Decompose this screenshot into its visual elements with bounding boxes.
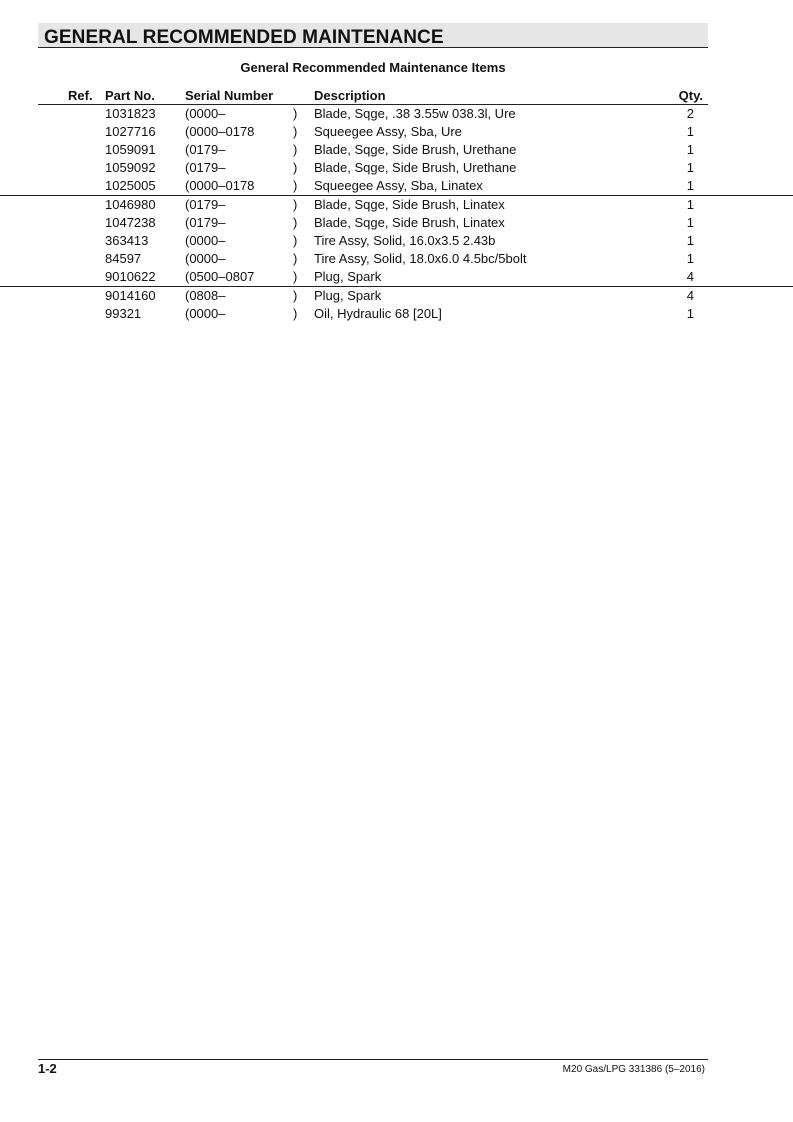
serial-range-close: ) xyxy=(293,251,298,266)
table-title: General Recommended Maintenance Items xyxy=(240,60,506,75)
column-header-part-no: Part No. xyxy=(105,88,155,103)
description: Plug, Spark xyxy=(314,288,382,303)
part-number: 84597 xyxy=(105,251,142,266)
quantity: 1 xyxy=(686,160,694,175)
column-header-qty: Qty. xyxy=(678,88,703,103)
part-number: 1031823 xyxy=(105,106,156,121)
serial-range-close: ) xyxy=(293,124,298,139)
serial-range-close: ) xyxy=(293,142,298,157)
table-row xyxy=(0,232,793,250)
part-number: 99321 xyxy=(105,306,142,321)
serial-range: (0808– xyxy=(185,288,226,303)
part-number: 9014160 xyxy=(105,288,156,303)
part-number: 1046980 xyxy=(105,197,156,212)
serial-range: (0000– xyxy=(185,106,226,121)
serial-range-close: ) xyxy=(293,288,298,303)
parts-table-body xyxy=(0,105,793,323)
quantity: 1 xyxy=(686,178,694,193)
description: Squeegee Assy, Sba, Linatex xyxy=(314,178,483,193)
serial-range-close: ) xyxy=(293,106,298,121)
serial-range: (0000–0178 xyxy=(185,178,255,193)
table-row xyxy=(0,250,793,268)
table-row xyxy=(0,177,793,195)
quantity: 1 xyxy=(686,124,694,139)
quantity: 4 xyxy=(686,288,694,303)
description: Tire Assy, Solid, 18.0x6.0 4.5bc/5bolt xyxy=(314,251,527,266)
column-header-serial-number: Serial Number xyxy=(185,88,274,103)
serial-range-close: ) xyxy=(293,215,298,230)
quantity: 4 xyxy=(686,269,694,284)
page-number: 1-2 xyxy=(38,1061,57,1076)
table-row xyxy=(0,286,793,305)
description: Plug, Spark xyxy=(314,269,382,284)
serial-range-close: ) xyxy=(293,160,298,175)
table-row xyxy=(0,214,793,232)
table-row xyxy=(0,195,793,214)
part-number: 1027716 xyxy=(105,124,156,139)
quantity: 1 xyxy=(686,306,694,321)
description: Blade, Sqge, Side Brush, Linatex xyxy=(314,215,505,230)
table-row xyxy=(0,159,793,177)
quantity: 1 xyxy=(686,215,694,230)
column-header-description: Description xyxy=(314,88,386,103)
description: Blade, Sqge, Side Brush, Urethane xyxy=(314,142,517,157)
serial-range-close: ) xyxy=(293,197,298,212)
description: Oil, Hydraulic 68 [20L] xyxy=(314,306,442,321)
quantity: 1 xyxy=(686,233,694,248)
column-header-ref: Ref. xyxy=(68,88,93,103)
part-number: 9010622 xyxy=(105,269,156,284)
serial-range: (0179– xyxy=(185,215,226,230)
quantity: 2 xyxy=(686,106,694,121)
quantity: 1 xyxy=(686,142,694,157)
section-title: GENERAL RECOMMENDED MAINTENANCE xyxy=(44,27,444,48)
serial-range-close: ) xyxy=(293,233,298,248)
serial-range: (0000– xyxy=(185,233,226,248)
table-row xyxy=(0,105,793,123)
serial-range: (0000– xyxy=(185,306,226,321)
part-number: 1059092 xyxy=(105,160,156,175)
description: Tire Assy, Solid, 16.0x3.5 2.43b xyxy=(314,233,496,248)
table-row xyxy=(0,141,793,159)
part-number: 1059091 xyxy=(105,142,156,157)
serial-range: (0000– xyxy=(185,251,226,266)
description: Blade, Sqge, Side Brush, Linatex xyxy=(314,197,505,212)
serial-range: (0179– xyxy=(185,197,226,212)
document-id: M20 Gas/LPG 331386 (5–2016) xyxy=(562,1064,705,1075)
table-row xyxy=(0,305,793,323)
description: Blade, Sqge, .38 3.55w 038.3l, Ure xyxy=(314,106,516,121)
serial-range-close: ) xyxy=(293,178,298,193)
part-number: 1047238 xyxy=(105,215,156,230)
description: Blade, Sqge, Side Brush, Urethane xyxy=(314,160,517,175)
footer-divider xyxy=(38,1059,708,1060)
serial-range: (0500–0807 xyxy=(185,269,255,284)
serial-range: (0179– xyxy=(185,160,226,175)
quantity: 1 xyxy=(686,197,694,212)
description: Squeegee Assy, Sba, Ure xyxy=(314,124,462,139)
table-row xyxy=(0,268,793,286)
table-row xyxy=(0,123,793,141)
part-number: 363413 xyxy=(105,233,149,248)
quantity: 1 xyxy=(686,251,694,266)
serial-range: (0179– xyxy=(185,142,226,157)
serial-range-close: ) xyxy=(293,269,298,284)
section-header-band xyxy=(38,23,708,48)
serial-range: (0000–0178 xyxy=(185,124,255,139)
serial-range-close: ) xyxy=(293,306,298,321)
part-number: 1025005 xyxy=(105,178,156,193)
